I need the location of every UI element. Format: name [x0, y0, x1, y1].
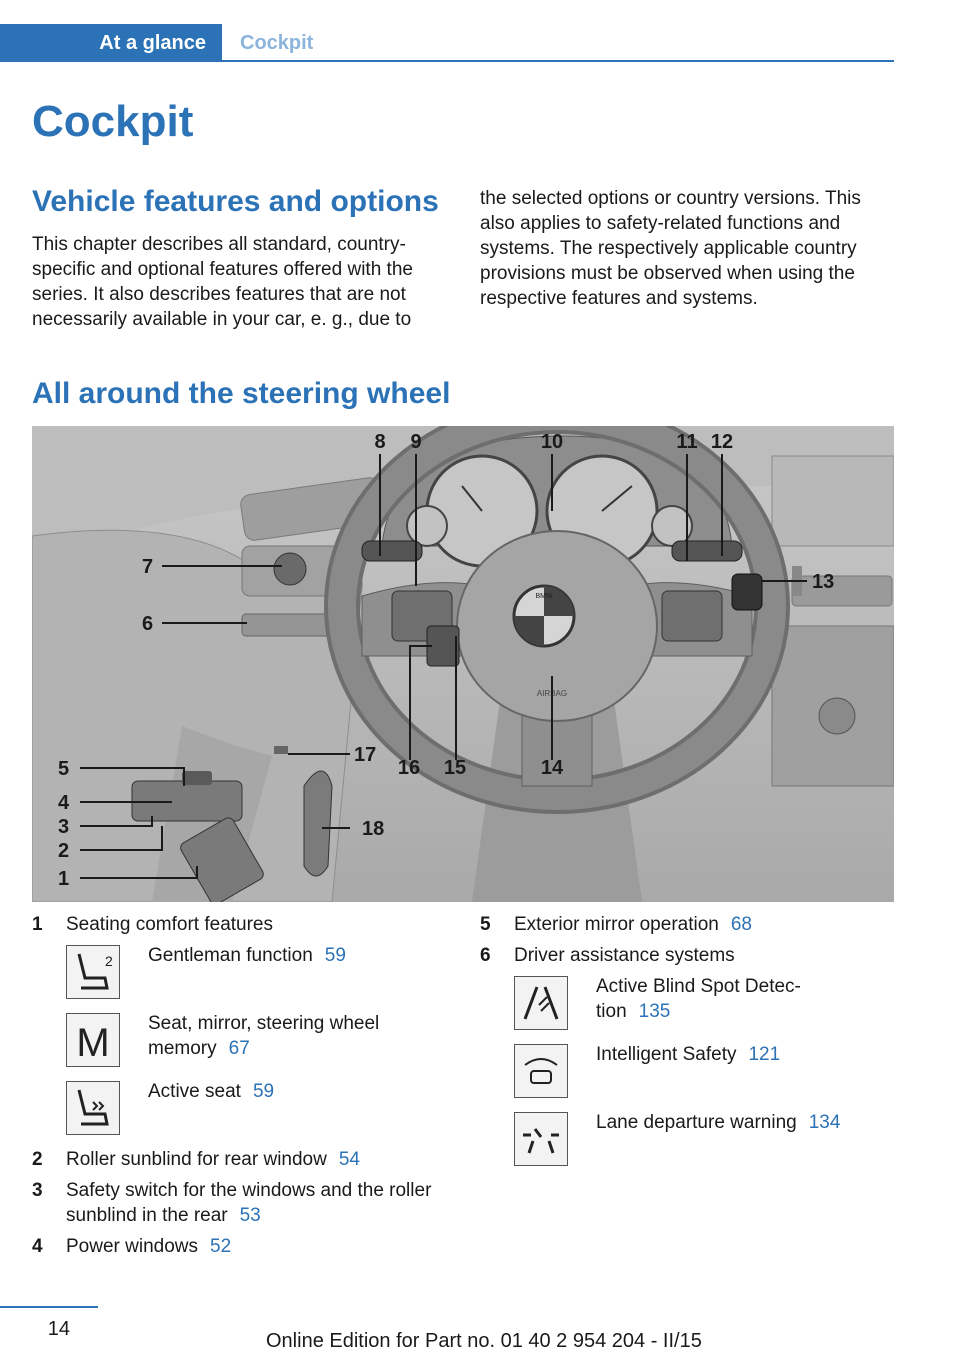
callout-13: 13: [812, 571, 835, 593]
subitem-label: Active seat: [148, 1081, 241, 1102]
item-number: 6: [480, 945, 491, 966]
callout-17: 17: [354, 744, 377, 766]
intro-paragraph-right: the selected options or country versions. This also applies to safety-related functions and systems. The respectively applicable country provisions must be observed when using the respective features and systems.: [480, 188, 861, 309]
page-ref-link[interactable]: 59: [324, 945, 346, 966]
callout-5: 5: [58, 758, 70, 780]
subitem-label: Gentleman function: [148, 945, 313, 966]
item-number: 1: [32, 914, 43, 935]
svg-text:2: 2: [105, 953, 113, 969]
callout-7: 7: [142, 556, 154, 578]
blind-spot-icon: [514, 976, 568, 1030]
item-number: 2: [32, 1149, 43, 1170]
legend-item-5: [480, 912, 894, 937]
callout-3: 3: [58, 816, 70, 838]
page-ref-link[interactable]: 134: [808, 1112, 841, 1133]
callout-10: 10: [540, 431, 564, 453]
active-seat-icon: [66, 1081, 120, 1135]
callout-16: 16: [397, 757, 421, 779]
intro-paragraph-left: This chapter describes all standard, country-specific and optional features offered with the series. It also describes features that are not necessarily available in your car, e. g., due to: [32, 234, 413, 330]
callout-9: 9: [410, 431, 422, 453]
intelligent-safety-icon: [514, 1044, 568, 1098]
callout-1: 1: [58, 868, 70, 890]
legend-item-4: [32, 1234, 442, 1259]
legend-item-6: [480, 943, 894, 968]
subitem-intelligent-safety: [514, 1042, 894, 1110]
lane-departure-icon: [514, 1112, 568, 1166]
edition-note: Online Edition for Part no. 01 40 2 954 204 - II/15: [266, 1330, 702, 1352]
gentleman-seat-icon: [66, 945, 120, 999]
page-ref-link[interactable]: 68: [730, 914, 752, 935]
section-heading-steering-wheel: All around the steering wheel: [32, 377, 451, 410]
page-ref-link[interactable]: 59: [252, 1081, 275, 1102]
callout-6: 6: [142, 613, 154, 635]
section-heading-features: Vehicle features and options: [32, 185, 439, 218]
page-title: Cockpit: [32, 97, 194, 146]
subitem-gentleman: [66, 943, 442, 1011]
airbag-text: AIRBAG: [536, 689, 568, 698]
page-ref-link[interactable]: 52: [210, 1236, 232, 1257]
callout-2: 2: [58, 840, 70, 862]
legend-left: [32, 912, 442, 1265]
subitem-active-seat: [66, 1079, 442, 1147]
subitem-label: Seat, mirror, steering wheel memory: [148, 1013, 380, 1059]
subitem-label: Lane departure warning: [596, 1112, 797, 1133]
item-label: Roller sunblind for rear window: [66, 1149, 327, 1170]
item-label: Exterior mirror operation: [514, 914, 719, 935]
subitem-label: Intelligent Safety: [596, 1044, 737, 1065]
bmw-logo-text: BMW: [535, 593, 553, 600]
page-ref-link[interactable]: 53: [239, 1205, 261, 1226]
callout-8: 8: [374, 431, 386, 453]
callout-15: 15: [443, 757, 467, 779]
seating-comfort-subitems: [66, 943, 442, 1147]
item-number: 4: [32, 1236, 43, 1257]
subitem-memory: [66, 1011, 442, 1079]
svg-text:M: M: [76, 1021, 110, 1064]
item-label: Seating comfort features: [66, 914, 273, 935]
cockpit-illustration: [32, 426, 894, 902]
legend-item-1: [32, 912, 442, 937]
callout-14: 14: [540, 757, 564, 779]
item-label: Power windows: [66, 1236, 198, 1257]
callout-12: 12: [710, 431, 734, 453]
item-number: 3: [32, 1180, 43, 1201]
subitem-label: Active Blind Spot Detec-tion: [596, 976, 801, 1022]
legend-right: [480, 912, 894, 1178]
legend-item-2: [32, 1147, 442, 1172]
footer-rule: [0, 1306, 98, 1308]
tab-cockpit[interactable]: Cockpit: [240, 31, 314, 54]
tab-at-a-glance[interactable]: At a glance: [0, 24, 222, 62]
header-rule: [0, 60, 894, 62]
item-label: Driver assistance systems: [514, 945, 735, 966]
item-label: Safety switch for the windows and the roller sunblind in the rear: [66, 1180, 432, 1226]
page-ref-link[interactable]: 135: [638, 1001, 671, 1022]
subitem-blind-spot: [514, 974, 894, 1042]
page-number: 14: [47, 1318, 70, 1340]
callout-4: 4: [58, 792, 70, 814]
driver-assistance-subitems: [514, 974, 894, 1178]
page-ref-link[interactable]: 54: [338, 1149, 360, 1170]
memory-m-icon: [66, 1013, 120, 1067]
legend-item-3: [32, 1178, 442, 1228]
page-ref-link[interactable]: 67: [228, 1038, 250, 1059]
item-number: 5: [480, 914, 491, 935]
page-ref-link[interactable]: 121: [748, 1044, 781, 1065]
callout-11: 11: [676, 431, 698, 453]
callout-18: 18: [362, 818, 385, 840]
subitem-lane-departure: [514, 1110, 894, 1178]
